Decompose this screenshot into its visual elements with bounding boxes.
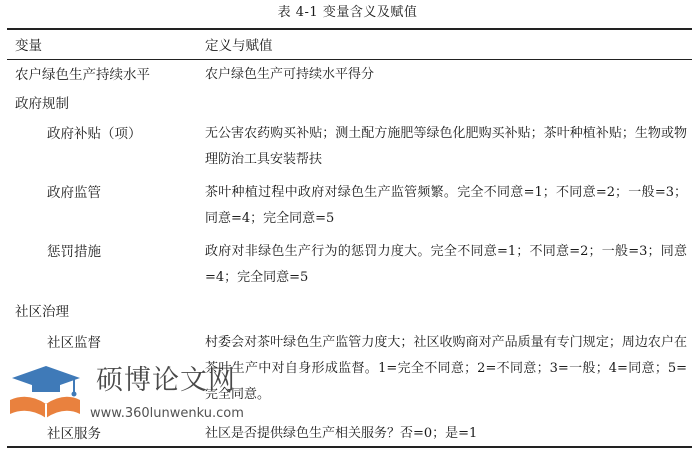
watermark-url: www.360lunwenku.com <box>90 406 244 421</box>
variable-group-name: 政府规制 <box>15 96 69 112</box>
table-top-rule <box>7 28 692 30</box>
variable-definition: 村委会对茶叶绿色生产监管力度大；社区收购商对产品质量有专门规定；周边农户在茶叶生产中对自身形成监督。1=完全不同意；2=不同意；3=一般；4=同意；5=完全同意。 <box>205 335 687 402</box>
variable-definition: 茶叶种植过程中政府对绿色生产监管频繁。完全不同意=1；不同意=2；一般=3；同意=4；完全同意=5 <box>205 185 687 226</box>
variable-definition: 无公害农药购买补贴；测土配方施肥等绿色化肥购买补贴；茶叶种植补贴；生物或物理防治工具安装帮扶 <box>205 126 687 167</box>
watermark <box>4 360 264 430</box>
variable-definition: 社区是否提供绿色生产相关服务？否=0；是=1 <box>205 426 478 441</box>
variable-name: 社区服务 <box>47 426 101 442</box>
variable-name: 惩罚措施 <box>47 244 101 260</box>
variable-name: 政府补贴（项） <box>47 126 142 142</box>
header-definition: 定义与赋值 <box>205 38 273 54</box>
variable-definition: 农户绿色生产可持续水平得分 <box>205 67 375 82</box>
variable-name: 社区监督 <box>47 335 101 351</box>
table-header-rule <box>7 59 692 60</box>
variable-name: 农户绿色生产持续水平 <box>15 67 150 83</box>
table-caption: 表 4-1 变量含义及赋值 <box>277 5 418 20</box>
variable-definition: 政府对非绿色生产行为的惩罚力度大。完全不同意=1；不同意=2；一般=3；同意=4；完全同意=5 <box>205 244 687 285</box>
header-variable: 变量 <box>15 38 42 54</box>
graduation-cap-book-logo <box>8 364 82 424</box>
table-bottom-rule <box>7 446 692 448</box>
variable-group-name: 社区治理 <box>15 304 69 320</box>
variable-name: 政府监管 <box>47 185 101 201</box>
watermark-title: 硕博论文网 <box>96 365 236 396</box>
